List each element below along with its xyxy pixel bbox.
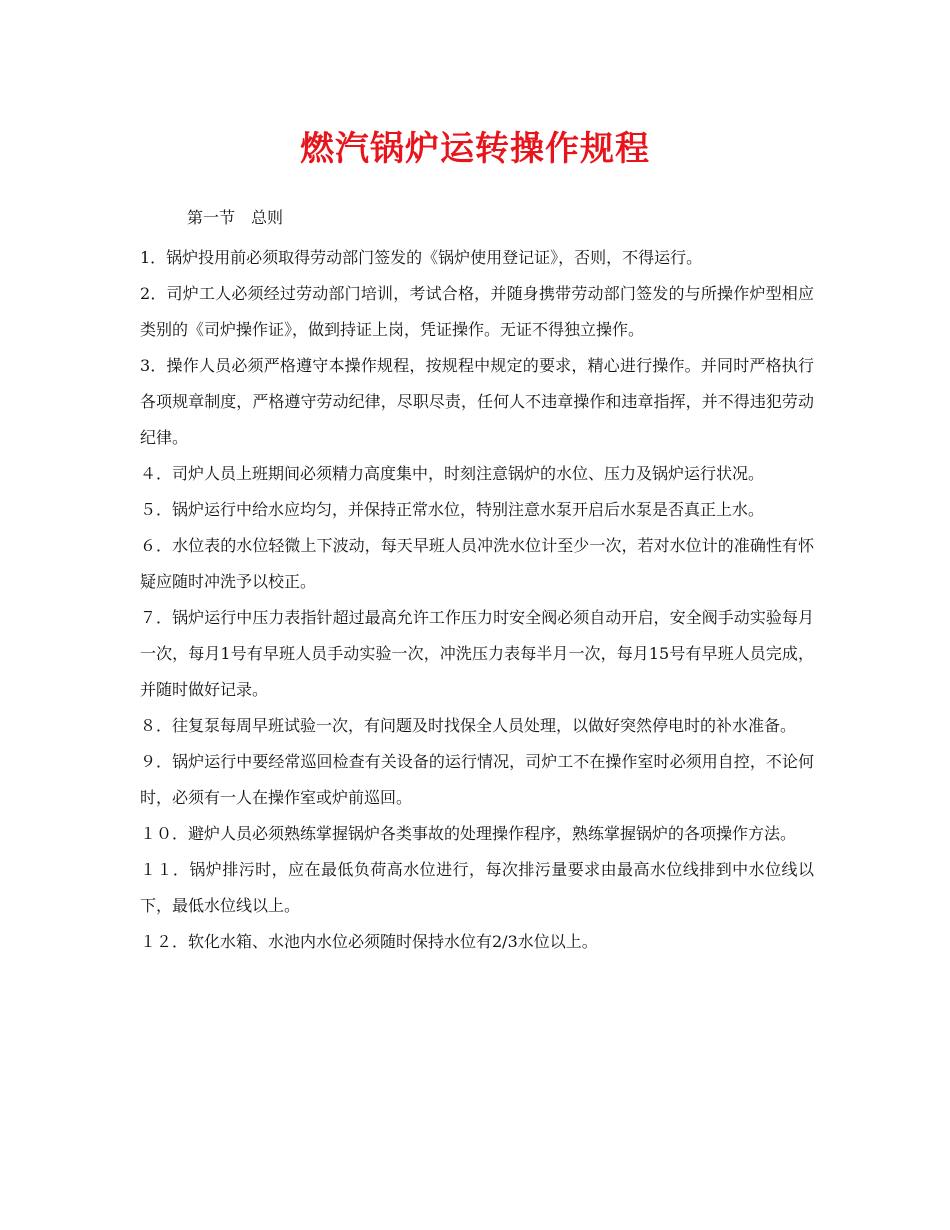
paragraph-2: 2．司炉工人必须经过劳动部门培训，考试合格，并随身携带劳动部门签发的与所操作炉型相应类别的《司炉操作证》，做到持证上岗，凭证操作。无证不得独立操作。	[140, 284, 814, 339]
document-title: 燃汽锅炉运转操作规程	[300, 129, 650, 169]
paragraph-9: ９．锅炉运行中要经常巡回检查有关设备的运行情况，司炉工不在操作室时必须用自控，不论何时，必须有一人在操作室或炉前巡回。	[140, 752, 814, 807]
paragraph-8: ８．往复泵每周早班试验一次，有问题及时找保全人员处理，以做好突然停电时的补水准备。	[140, 716, 797, 735]
paragraph-10: １０．避炉人员必须熟练掌握锅炉各类事故的处理操作程序，熟练掌握锅炉的各项操作方法。	[140, 824, 797, 843]
document-body	[140, 240, 814, 960]
paragraph-3: 3．操作人员必须严格遵守本操作规程，按规程中规定的要求，精心进行操作。并同时严格执行各项规章制度，严格遵守劳动纪律，尽职尽责，任何人不违章操作和违章指挥，并不得违犯劳动纪律。	[140, 356, 814, 447]
paragraph-4: ４．司炉人员上班期间必须精力高度集中，时刻注意锅炉的水位、压力及锅炉运行状况。	[140, 464, 765, 483]
paragraph-7: ７．锅炉运行中压力表指针超过最高允许工作压力时安全阀必须自动开启，安全阀手动实验每月一次，每月1号有早班人员手动实验一次，冲洗压力表每半月一次，每月15号有早班人员完成，并随时做好记录。	[140, 608, 814, 699]
paragraph-5: ５．锅炉运行中给水应均匀，并保持正常水位，特别注意水泵开启后水泵是否真正上水。	[140, 500, 765, 519]
paragraph-1: 1．锅炉投用前必须取得劳动部门签发的《锅炉使用登记证》，否则，不得运行。	[140, 248, 703, 267]
paragraph-11: １１．锅炉排污时，应在最低负荷高水位进行，每次排污量要求由最高水位线排到中水位线以下，最低水位线以上。	[140, 860, 814, 915]
paragraph-12: １２．软化水箱、水池内水位必须随时保持水位有2/3水位以上。	[140, 932, 598, 951]
section-heading: 第一节 总则	[187, 208, 284, 227]
paragraph-6: ６．水位表的水位轻微上下波动，每天早班人员冲洗水位计至少一次，若对水位计的准确性有怀疑应随时冲洗予以校正。	[140, 536, 814, 591]
